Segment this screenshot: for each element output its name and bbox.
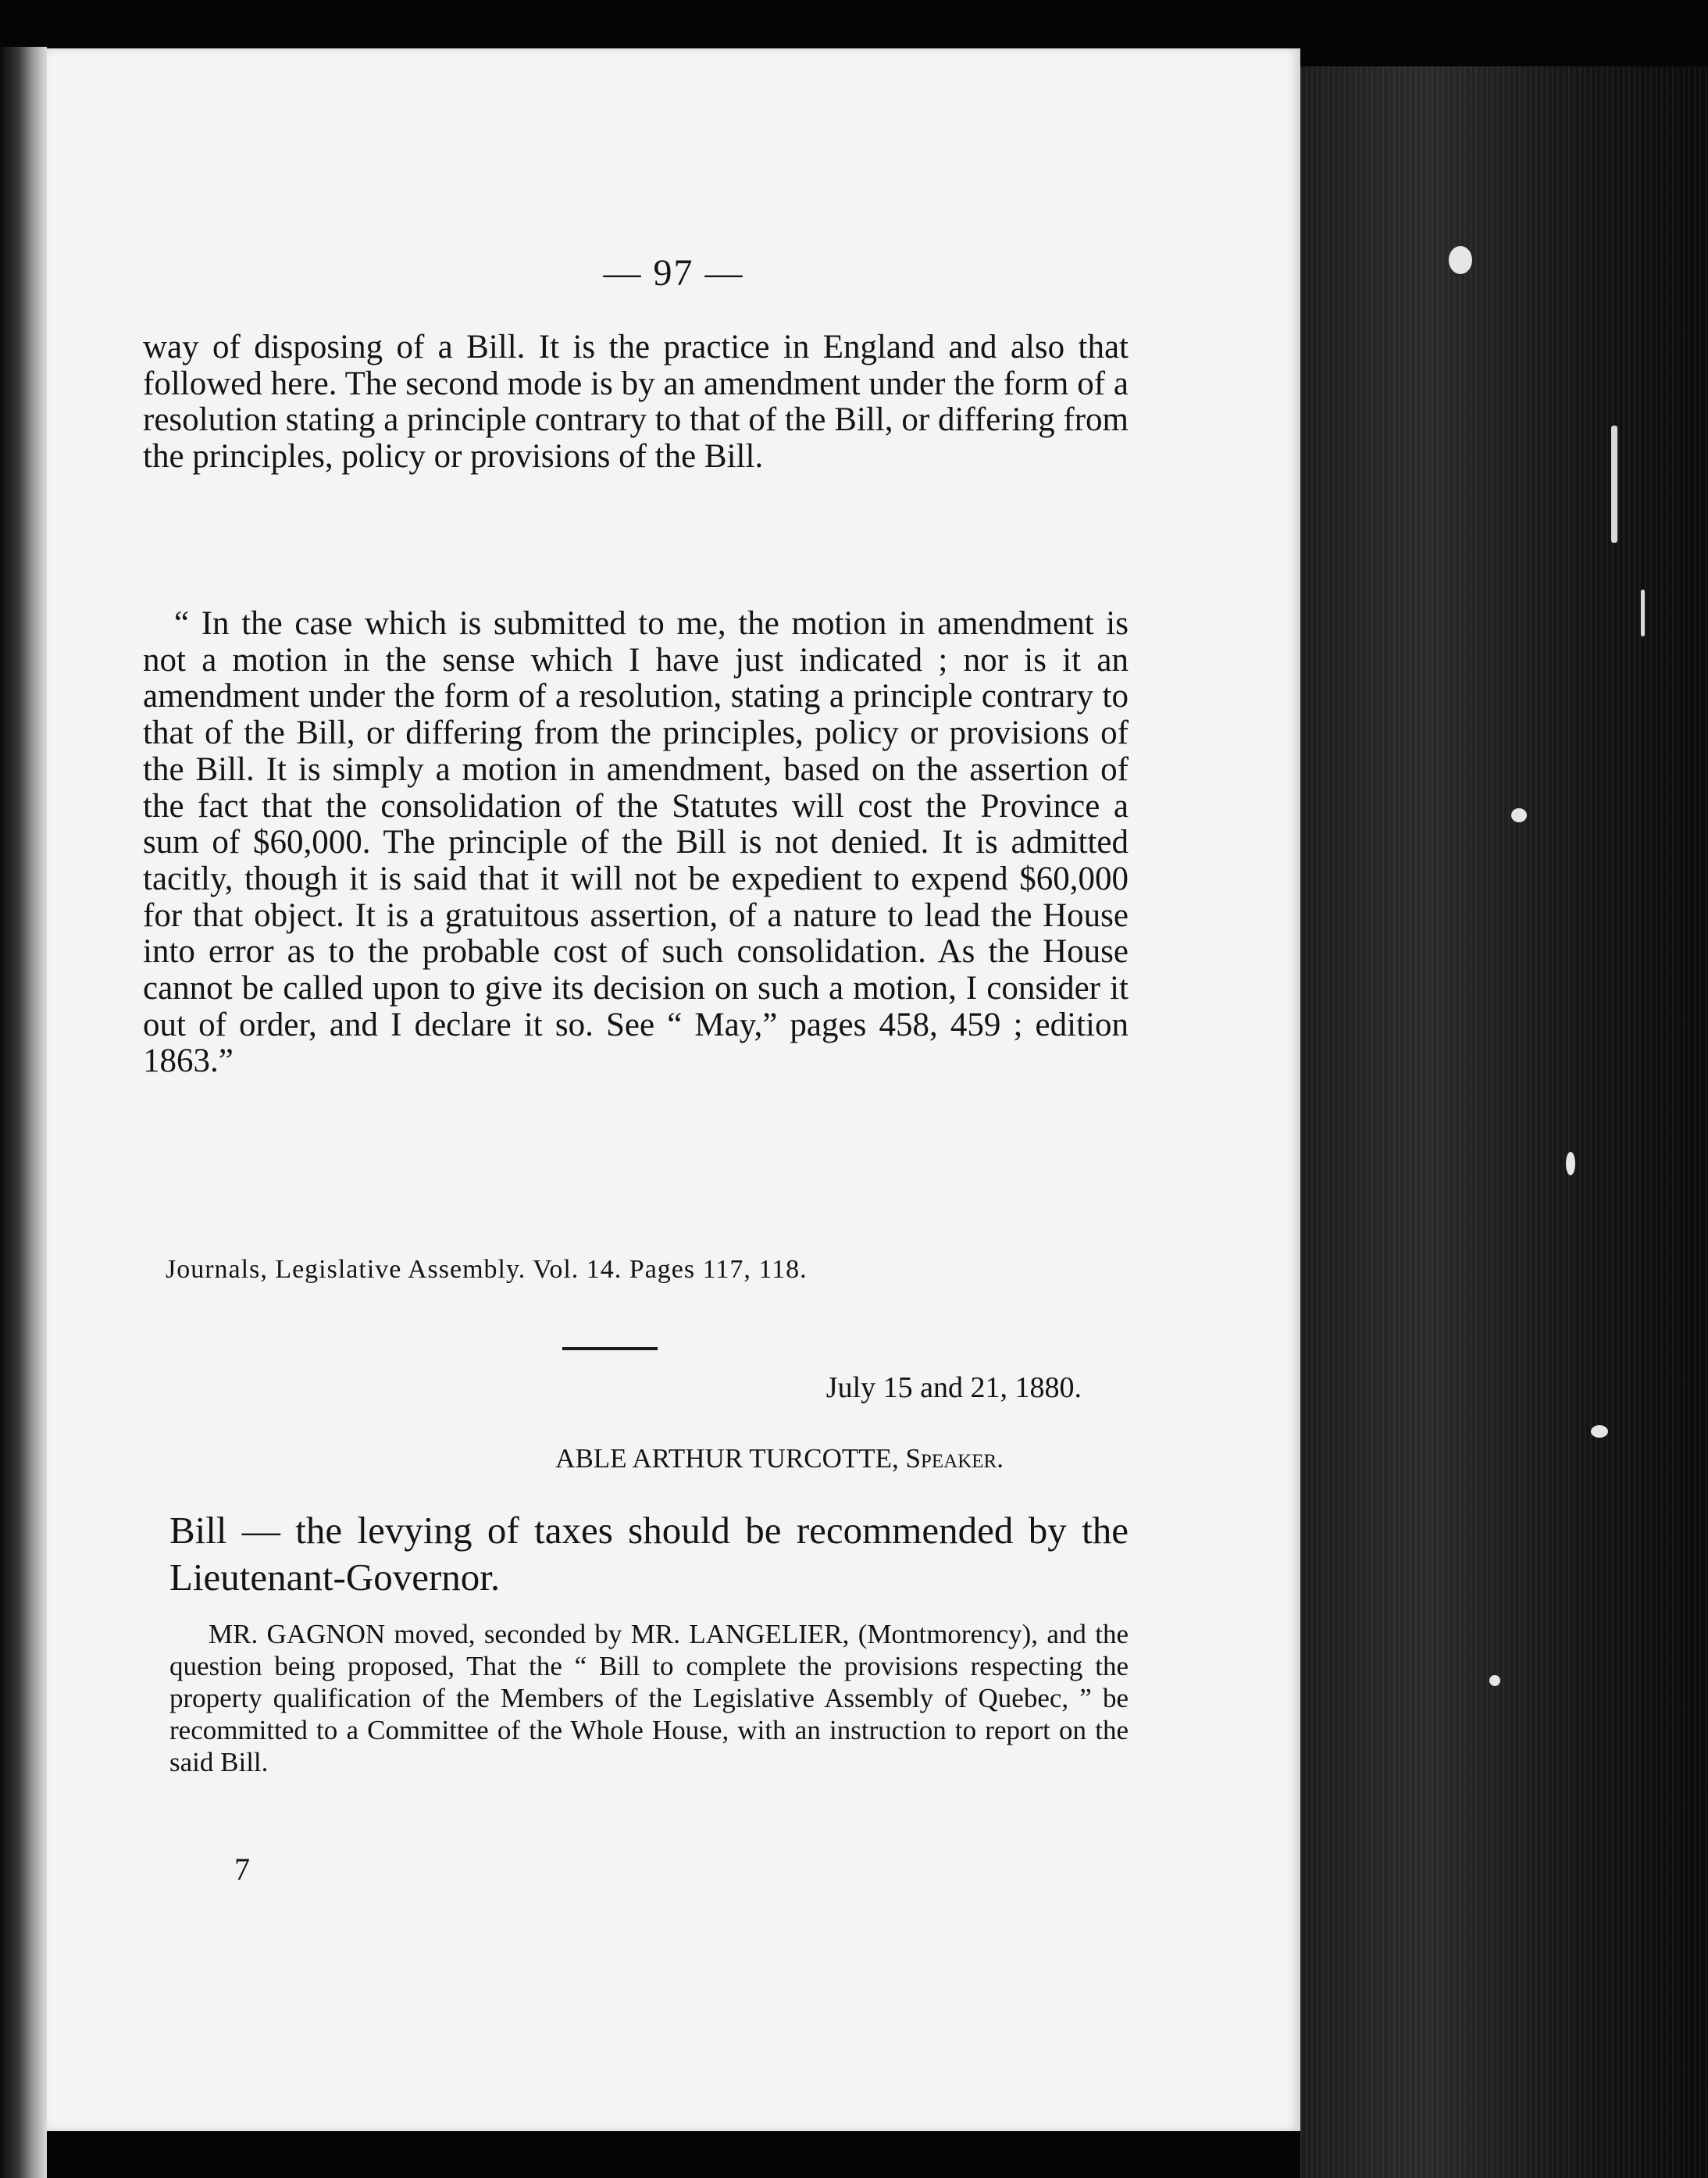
- journal-citation: Journals, Legislative Assembly. Vol. 14. Pages 117, 118.: [166, 1255, 808, 1284]
- page-number: — 97 —: [603, 252, 744, 294]
- section-divider: [562, 1347, 658, 1350]
- book-page: [47, 48, 1300, 2131]
- body-paragraph: “ In the case which is submitted to me, the motion in amendment is not a motion in the sense which I have just indicated ; nor is it an amendment under the form of a resolution, stating a principle contrary to that of the Bill, or differing from the principles, policy or provisions of the Bill. It is simply a motion in amendment, based on the assertion of the fact that the consolidation of the Statutes will cost the Province a sum of $60,000. The principle of the Bill is not denied. It is admitted tacitly, though it is said that it will not be expedient to expend $60,000 for that object. It is a gratuitous assertion, of a nature to lead the House into error as to the probable cost of such consolidation. As the House cannot be called upon to give its decision on such a motion, I consider it out of order, and I declare it so. See “ May,” pages 458, 459 ; edition 1863.”: [143, 605, 1129, 1080]
- body-paragraph: way of disposing of a Bill. It is the practice in England and also that followed here. The second mode is by an amendment under the form of a resolution stating a principle contrary to that of the Bill, or differing from the principles, policy or provisions of the Bill.: [143, 329, 1129, 476]
- dust-speck: [1489, 1675, 1500, 1686]
- dust-speck: [1449, 246, 1472, 274]
- speaker-line: ABLE ARTHUR TURCOTTE, Speaker.: [555, 1443, 1004, 1474]
- dust-speck: [1591, 1425, 1608, 1438]
- ruling-date: July 15 and 21, 1880.: [825, 1371, 1082, 1404]
- motion-paragraph: MR. GAGNON moved, seconded by MR. LANGELIER, (Montmorency), and the question being proposed, That the “ Bill to complete the provisions respecting the property qualification of the Members of the Legislative Assembly of Quebec, ” be recommitted to a Committee of the Whole House, with an instruction to report on the said Bill.: [169, 1619, 1129, 1777]
- dust-speck: [1566, 1152, 1575, 1175]
- ruling-heading: Bill — the levying of taxes should be recommended by the Lieutenant-Governor.: [169, 1509, 1129, 1599]
- book-left-edge: [0, 47, 47, 2178]
- dark-right-margin: [1300, 66, 1708, 2178]
- dust-speck: [1511, 808, 1527, 822]
- signature-mark: 7: [234, 1852, 250, 1887]
- scratch-streak: [1641, 590, 1645, 636]
- scratch-streak: [1611, 426, 1617, 543]
